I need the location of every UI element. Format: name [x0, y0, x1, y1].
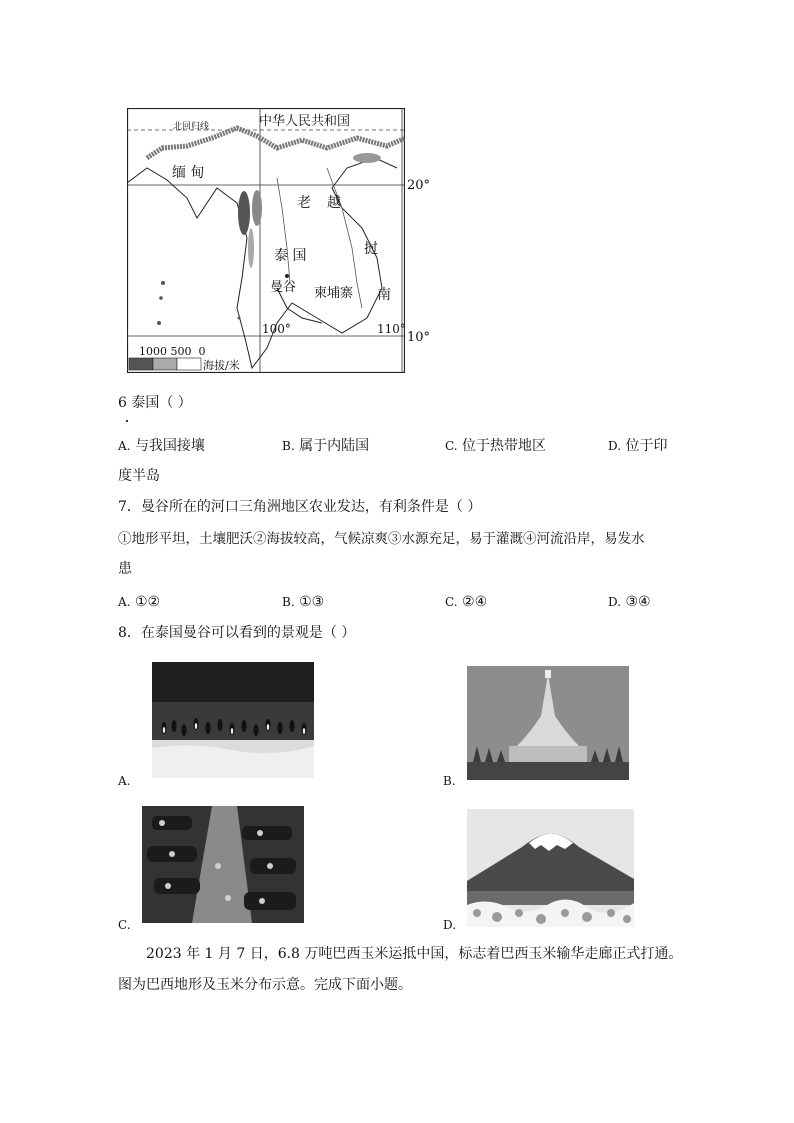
label-laos: 老: [297, 195, 311, 211]
option-text: ②④: [462, 594, 488, 610]
floating-market-image: [142, 806, 304, 923]
option-letter: B.: [282, 595, 295, 609]
q7-option-c[interactable]: [445, 592, 487, 612]
pagoda-image: [467, 666, 629, 780]
q6-stem: 6 泰国（ ）: [118, 395, 192, 411]
passage-line1: 2023 年 1 月 7 日，6.8 万吨巴西玉米运抵中国，标志着巴西玉米输华走廊正式打通。: [146, 946, 683, 962]
q8-option-c-label: C.: [118, 918, 131, 932]
option-letter: C.: [445, 595, 458, 609]
option-text: 位于印: [625, 438, 668, 454]
snow-mountain-image: [467, 809, 634, 927]
q7-option-a[interactable]: [118, 592, 160, 612]
photo-penguins[interactable]: [152, 662, 314, 778]
q7-option-b[interactable]: [282, 592, 324, 612]
label-thailand: 泰 国: [274, 248, 307, 264]
label-vietnam-yue: 越: [327, 195, 341, 211]
label-vietnam-nan: 挝: [364, 241, 378, 257]
q8-option-a-label: A.: [118, 774, 131, 788]
option-text: ③④: [625, 594, 651, 610]
q7-stem: 7．曼谷所在的河口三角洲地区农业发达，有利条件是（ ）: [118, 499, 482, 515]
option-letter: A.: [118, 595, 131, 609]
label-bangkok: 曼谷: [270, 280, 297, 295]
option-text: ①③: [299, 594, 325, 610]
q6-option-d-wrap: 度半岛: [118, 468, 160, 484]
label-legend-unit: 海拔/米: [203, 359, 240, 372]
label-china: 中华人民共和国: [259, 114, 351, 129]
option-text: 位于热带地区: [462, 438, 547, 454]
label-lon100: 100°: [262, 322, 291, 336]
option-text: ①②: [134, 594, 161, 610]
option-letter: D.: [608, 595, 622, 609]
q7-conditions-line1: ①地形平坦，土壤肥沃②海拔较高，气候凉爽③水源充足，易于灌溉④河流沿岸，易发水: [118, 531, 645, 547]
label-myanmar: 缅 甸: [172, 165, 205, 181]
label-cambodia: 柬埔寨: [314, 286, 354, 301]
label-south: 南: [377, 287, 391, 303]
penguins-image: [152, 662, 314, 778]
q8-option-d-label: D.: [443, 918, 457, 932]
option-text: 与我国接壤: [134, 438, 205, 454]
q6-option-b[interactable]: [282, 436, 369, 456]
option-letter: C.: [445, 439, 458, 453]
photo-floating-market[interactable]: [142, 806, 304, 923]
q6-option-c[interactable]: [445, 436, 546, 456]
passage-line2: 图为巴西地形及玉米分布示意。完成下面小题。: [118, 977, 412, 993]
option-letter: A.: [118, 439, 131, 453]
q7-conditions-line2: 患: [118, 561, 132, 577]
option-text: 属于内陆国: [299, 438, 370, 454]
q8-option-b-label: B.: [443, 774, 456, 788]
option-letter: D.: [608, 439, 622, 453]
label-lat20: 20°: [407, 178, 431, 193]
label-lat10: 10°: [407, 330, 431, 345]
q7-option-d[interactable]: [608, 592, 651, 612]
label-tropic: 北回归线: [173, 122, 210, 132]
option-letter: B.: [282, 439, 295, 453]
photo-snow-mountain[interactable]: [467, 809, 634, 927]
dot-mark: [126, 420, 128, 422]
q8-stem: 8．在泰国曼谷可以看到的景观是（ ）: [118, 625, 356, 641]
label-legend-scale: 1000 500 0: [139, 345, 206, 358]
thailand-map: [127, 108, 405, 373]
label-lon110: 110°: [377, 322, 406, 336]
q6-option-a[interactable]: [118, 436, 205, 456]
q6-option-d[interactable]: [608, 436, 667, 456]
photo-pagoda[interactable]: [467, 666, 629, 780]
